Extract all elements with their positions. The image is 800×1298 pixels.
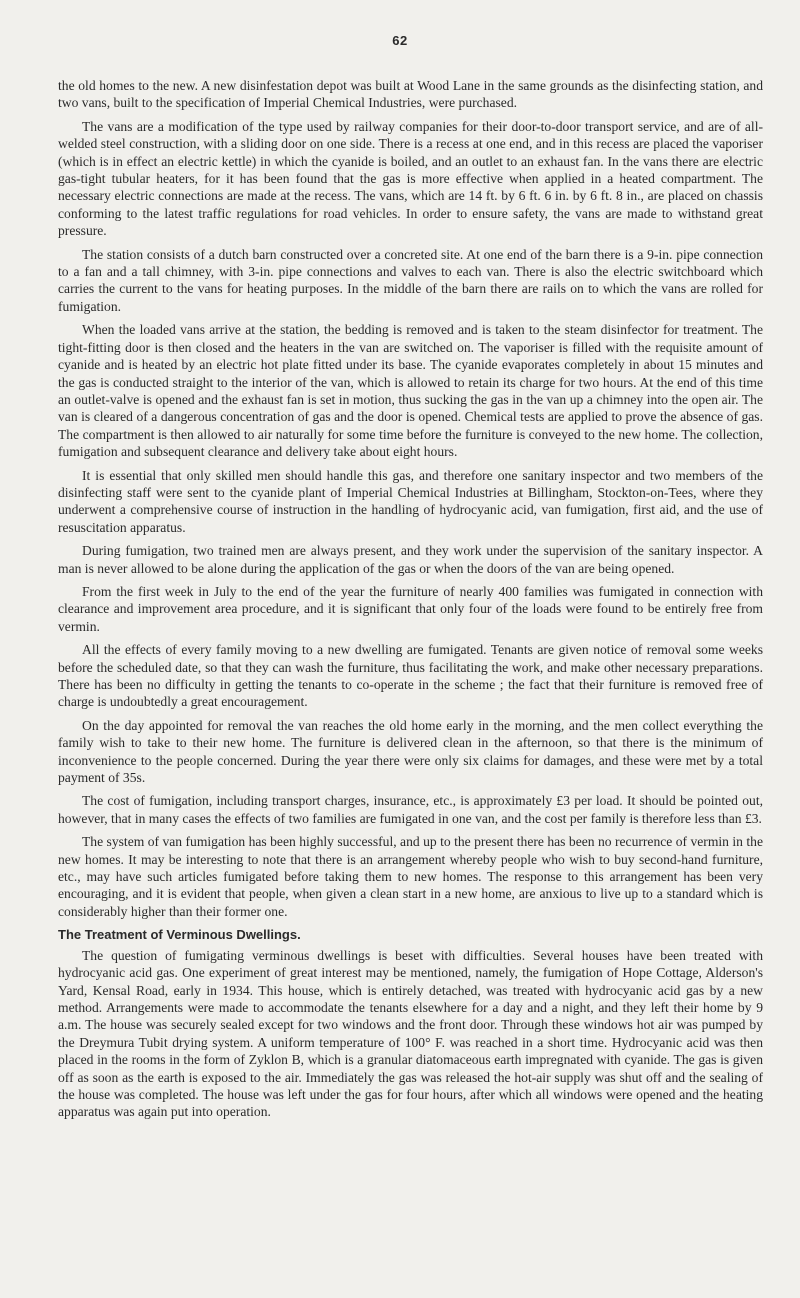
paragraph-families-fumigated: From the first week in July to the end of the year the furniture of nearly 400 families was fumigated in connection with clearance and improvement area procedure, and it is significant that only four of the loads were found to be entirely free from vermin. <box>58 583 763 634</box>
paragraph-staff-training: It is essential that only skilled men should handle this gas, and therefore one sanitary inspector and two members of the disinfecting staff were sent to the cyanide plant of Imperial Chemical Industries at Billingham, Stockton-on-Tees, where they underwent a comprehensive course of instruction in the handling of hydrocyanic acid, van fumigation, first aid, and the use of resuscitation apparatus. <box>58 467 763 535</box>
paragraph-removal-day: On the day appointed for removal the van reaches the old home early in the morning, and the men collect everything the family wish to take to their new home. The furniture is delivered clean in the afternoon, so that there is the minimum of inconvenience to the people concerned. During the year there were only six claims for damages, and these were met by a total payment of 35s. <box>58 717 763 786</box>
paragraph-success: The system of van fumigation has been highly successful, and up to the present there has been no recurrence of vermin in the new homes. It may be interesting to note that there is an arrangement whereby people who wish to buy second-hand furniture, etc., may have such articles fumigated before taking them to new homes. The response to this arrangement has been very encouraging, and it is evident that people, when given a clean start in a new home, are anxious to live up to a standard which is considerably higher than their former one. <box>58 834 763 919</box>
page-number: 62 <box>392 33 408 48</box>
paragraph-verminous-dwellings: The question of fumigating verminous dwellings is beset with difficulties. Several houses have been treated with hydrocyanic acid gas. One experiment of great interest may be mentioned, namely, the fumigation of Hope Cottage, Alderson's Yard, Kensal Road, early in 1934. This house, which is entirely detached, was treated with hydrocyanic acid gas by a new method. Arrangements were made to accommodate the tenants elsewhere for a day and a night, and they left their home by 9 a.m. The house was securely sealed except for two windows and the front door. Through these windows hot air was pumped by the Dreymura Tubit drying system. A uniform temperature of 100° F. was reached in a short time. Hydrocyanic acid was then placed in the rooms in the form of Zyklon B, which is a granular diatomaceous earth impregnated with cyanide. The gas is given off as soon as the earth is exposed to the air. Immediately the gas was released the hot-air supply was shut off and the sealing of the house was completed. The house was left under the gas for four hours, after which all windows were opened and the heating apparatus was again put into operation. <box>58 947 763 1120</box>
paragraph-tenant-notice: All the effects of every family moving to a new dwelling are fumigated. Tenants are given notice of removal some weeks before the scheduled date, so that they can wash the furniture, thus facilitating the work, and make other necessary preparations. There has been no difficulty in getting the tenants to co-operate in the scheme ; the fact that their furniture is removed free of charge is undoubtedly a great encouragement. <box>58 642 763 710</box>
paragraph-cost: The cost of fumigation, including transport charges, insurance, etc., is approximately £3 per load. It should be pointed out, however, that in many cases the effects of two families are fumigated in one van, and the cost per family is therefore less than £3. <box>58 793 763 826</box>
paragraph-station: The station consists of a dutch barn constructed over a concreted site. At one end of the barn there is a 9-in. pipe connection to a fan and a tall chimney, with 3-in. pipe connections and valves to each van. There is also the electric switchboard which carries the current to the vans for heating purposes. In the middle of the barn there are rails on to which the vans are rolled for fumigation. <box>58 246 763 314</box>
paragraph-van-construction: The vans are a modification of the type used by railway companies for their door-to-door transport service, and are of all-welded steel construction, with a sliding door on one side. There is a recess at one end, and in this recess are placed the vaporiser (which is in effect an electric kettle) in which the cyanide is boiled, and an outlet to an exhaust fan. In the vans there are electric gas-tight tubular heaters, for it has been found that the gas is more effective when applied in a heated compartment. The necessary electric connections are made at the recess. The vans, which are 14 ft. by 6 ft. 6 in. by 6 ft. 8 in., are placed on chassis conforming to the latest traffic regulations for road vehicles. In order to ensure safety, the vans are made to withstand great pressure. <box>58 118 763 239</box>
paragraph-supervision: During fumigation, two trained men are always present, and they work under the supervision of the sanitary inspector. A man is never allowed to be alone during the application of the gas or when the doors of the van are being opened. <box>58 543 763 576</box>
paragraph-continuation: the old homes to the new. A new disinfestation depot was built at Wood Lane in the same grounds as the disinfecting station, and two vans, built to the specification of Imperial Chemical Industries, were purchased. <box>58 78 763 111</box>
page-body <box>58 77 763 1127</box>
section-heading: The Treatment of Verminous Dwellings. <box>58 927 301 943</box>
paragraph-fumigation-process: When the loaded vans arrive at the station, the bedding is removed and is taken to the steam disinfector for treatment. The tight-fitting door is then closed and the heaters in the van are switched on. The vaporiser is filled with the requisite amount of cyanide and is heated by an electric hot plate fitted under its base. The cyanide evaporates completely in about 15 minutes and the gas is conducted straight to the interior of the van, which is allowed to retain its charge for two hours. At the end of this time an outlet-valve is opened and the exhaust fan is set in motion, thus sucking the gas in the van up a chimney into the open air. The van is cleared of a dangerous concentration of gas and the door is opened. Chemical tests are applied to prove the absence of gas. The compartment is then allowed to air naturally for some time before the furniture is conveyed to the new home. The collection, fumigation and subsequent clearance and delivery take about eight hours. <box>58 322 763 460</box>
